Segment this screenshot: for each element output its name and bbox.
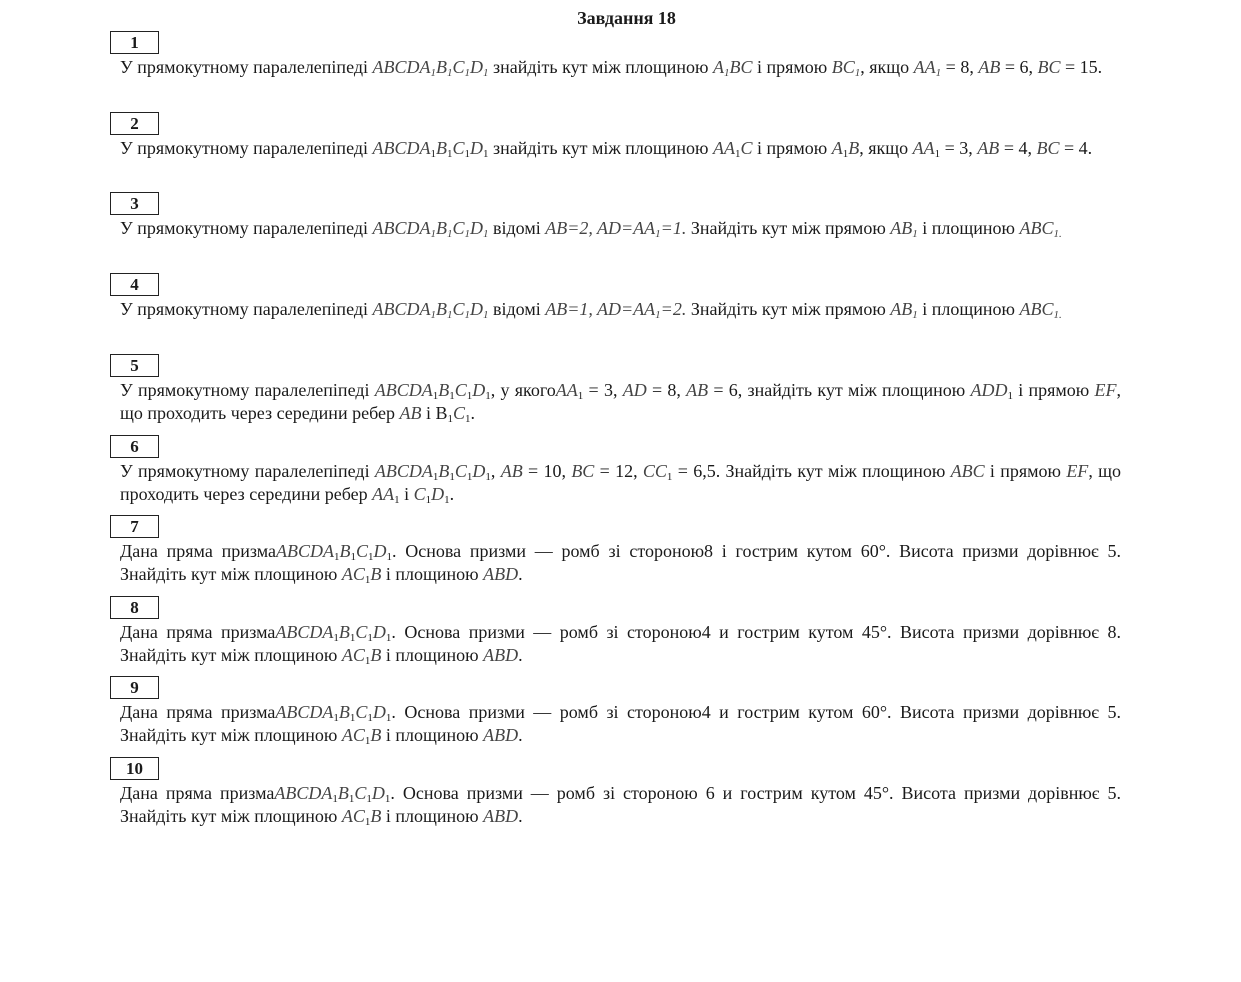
task-text: У прямокутному паралелепіпеді $ABCDA_1B_1C_1D_1$ знайдіть кут між площиною $AA_1C$ і прямою $A_1B$, якщо $AA_1 = 3$, AB = 4, BC = 4. <box>120 138 1093 160</box>
task-number: 4 <box>110 273 159 296</box>
task-number: 1 <box>110 31 159 54</box>
task-text: Дана пряма $призмаABCDA_1B_1C_1D_1$. Основа призми — ромб зі стороною4 и гострим кутом 60°. Висота призми дорівнює 5. Знайдіть кут між площиною $AC_1B$ і площиною ABD. <box>120 702 1121 747</box>
task-number: 3 <box>110 192 159 215</box>
task-number: 9 <box>110 676 159 699</box>
task-text: У прямокутному паралелепіпеді $ABCDA_1B_1C_1D_1$ знайдіть кут між площиною $A_1BC$ і прямою $BC_1$, якщо $AA_1 = 8$, AB = 6, BC = 15. <box>120 57 1103 79</box>
task-number: 8 <box>110 596 159 619</box>
task-text: Дана пряма $призмаABCDA_1B_1C_1D_1$. Основа призми — ромб зі стороною 6 и гострим кутом 45°. Висота призми дорівнює 5. Знайдіть кут між площиною $AC_1B$ і площиною ABD. <box>120 783 1121 828</box>
task-number: 5 <box>110 354 159 377</box>
task-number: 6 <box>110 435 159 458</box>
task-text: У прямокутному паралелепіпеді $ABCDA_1B_1C_1D_1$ відомі AB=1, $AD=AA_1=2$. Знайдіть кут між прямою $AB_1$ і площиною $ABC_{1.}$ <box>120 299 1062 321</box>
task-number: 10 <box>110 757 159 780</box>
task-text: Дана пряма $призмаABCDA_1B_1C_1D_1$. Основа призми — ромб зі стороною8 і гострим кутом 60°. Висота призми дорівнює 5. Знайдіть кут між площиною $AC_1B$ і площиною ABD. <box>120 541 1121 586</box>
task-text: У прямокутному паралелепіпеді $ABCDA_1B_1C_1D_1$, AB = 10, BC = 12, $CC_1 = 6,5$. Знайдіть кут між площиною ABC і прямою EF, що проходить через середини ребер $AA_1$ і $C_1D_1$. <box>120 461 1121 506</box>
task-number: 2 <box>110 112 159 135</box>
task-text: Дана пряма $призмаABCDA_1B_1C_1D_1$. Основа призми — ромб зі стороною4 и гострим кутом 45°. Висота призми дорівнює 8. Знайдіть кут між площиною $AC_1B$ і площиною ABD. <box>120 622 1121 667</box>
task-number: 7 <box>110 515 159 538</box>
page-title: Завдання 18 <box>577 8 676 28</box>
task-text: У прямокутному паралелепіпеді $ABCDA_1B_1C_1D_1$ відомі AB=2, $AD=AA_1=1$. Знайдіть кут між прямою $AB_1$ і площиною $ABC_{1.}$ <box>120 218 1062 240</box>
task-text: У прямокутному паралелепіпеді $ABCDA_1B_1C_1D_1$, у якогоAA$_1$ = 3, AD = 8, AB = 6, знайдіть кут між площиною $ADD_1$ і прямою EF, що проходить через середини ребер AB і $B_1C_1$. <box>120 380 1121 425</box>
